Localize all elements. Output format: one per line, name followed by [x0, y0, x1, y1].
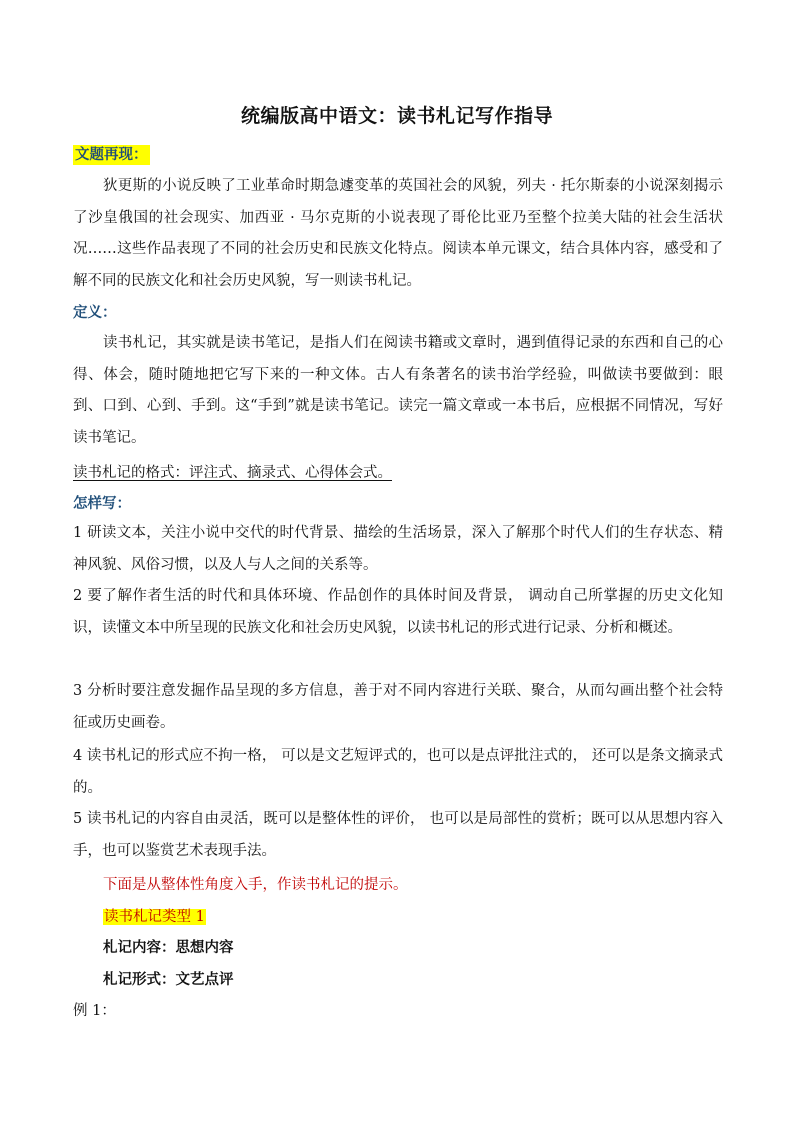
section-heading-definition: 定义： — [73, 304, 117, 321]
page-title: 统编版高中语文：读书札记写作指导 — [240, 105, 553, 127]
prompt-line: 下面是从整体性角度入手，作读书札记的提示。 — [103, 877, 408, 893]
example-label: 例 1： — [73, 1003, 116, 1019]
section-heading-question: 文题再现： — [75, 146, 148, 163]
type-label: 读书札记类型 1 — [104, 909, 205, 925]
type-label-wrapper — [103, 907, 206, 927]
how-to-item-2: 2 要了解作者生活的时代和具体环境、作品创作的具体时间及背景， 调动自己所掌握的历史文化知识，读懂文本中所呈现的民族文化和社会历史风貌，以读书札记的形式进行记录、分析和概述。 — [73, 588, 723, 636]
form-line: 札记形式：文艺点评 — [103, 971, 234, 988]
how-to-item-3: 3 分析时要注意发掘作品呈现的多方信息，善于对不同内容进行关联、聚合，从而勾画出整个社会特征或历史画卷。 — [73, 683, 723, 731]
content-line: 札记内容：思想内容 — [103, 939, 234, 956]
definition-paragraph: 读书札记，其实就是读书笔记，是指人们在阅读书籍或文章时，遇到值得记录的东西和自己的心得、体会，随时随地把它写下来的一种文体。古人有条著名的读书治学经验，叫做读书要做到：眼到、口到、心到、手到。这“手到”就是读书笔记。读完一篇文章或一本书后，应根据不同情况，写好读书笔记。 — [73, 335, 723, 446]
format-line: 读书札记的格式：评注式、摘录式、心得体会式。 — [73, 465, 392, 481]
how-to-item-5: 5 读书札记的内容自由灵活，既可以是整体性的评价， 也可以是局部性的赏析；既可以从思想内容入手，也可以鉴赏艺术表现手法。 — [73, 811, 723, 859]
question-paragraph: 狄更斯的小说反映了工业革命时期急遽变革的英国社会的风貌，列夫 · 托尔斯泰的小说深刻揭示了沙皇俄国的社会现实、加西亚 · 马尔克斯的小说表现了哥伦比亚乃至整个拉美大陆的社会生活状况……这些作品表现了不同的社会历史和民族文化特点。阅读本单元课文，结合具体内容，感受和了解不同的民族文化和社会历史风貌，写一则读书札记。 — [73, 178, 723, 289]
how-to-item-4: 4 读书札记的形式应不拘一格， 可以是文艺短评式的，也可以是点评批注式的， 还可以是条文摘录式的。 — [73, 748, 723, 796]
how-to-item-1: 1 研读文本，关注小说中交代的时代背景、描绘的生活场景，深入了解那个时代人们的生存状态、精神风貌、风俗习惯，以及人与人之间的关系等。 — [73, 525, 723, 573]
section-heading-how-to-write: 怎样写： — [73, 495, 131, 512]
